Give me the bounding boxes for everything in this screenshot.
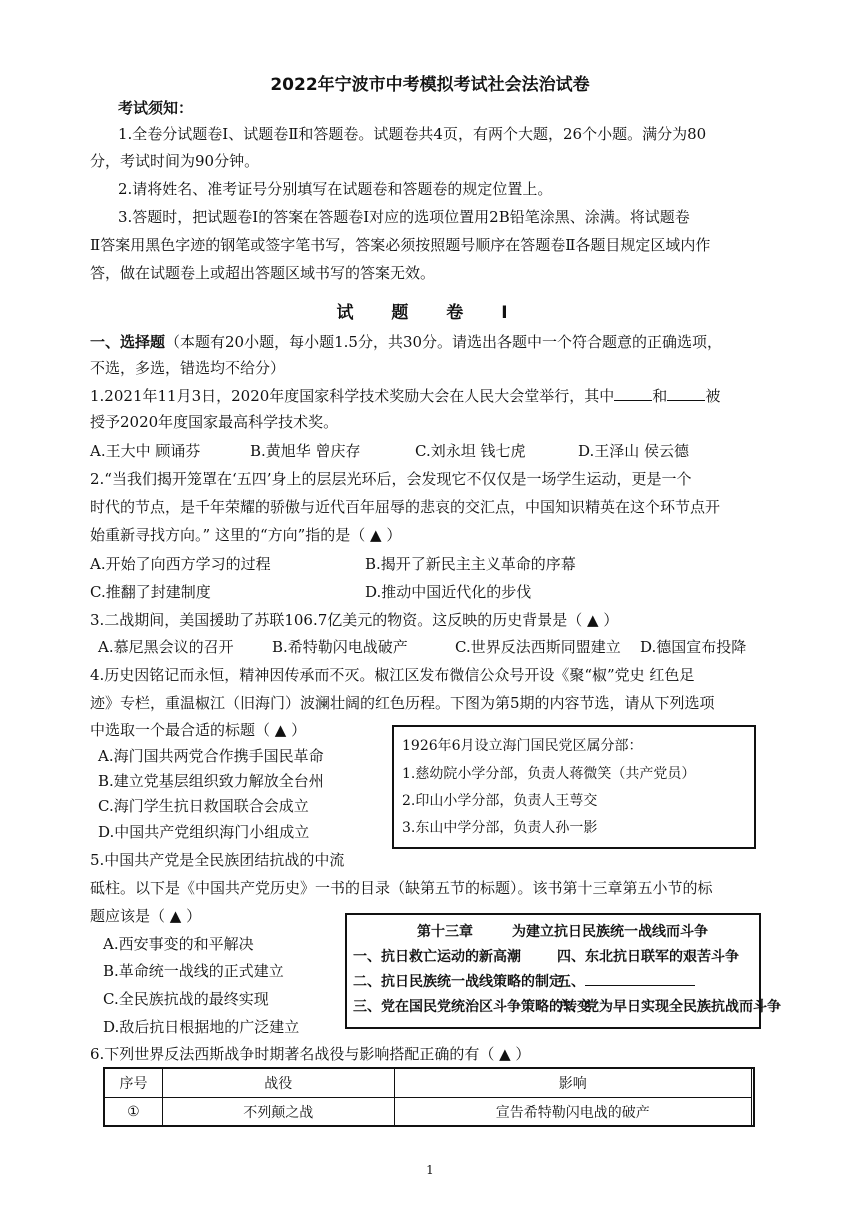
q4-stem-line2: 迹》专栏，重温椒江（旧海门）波澜壮阔的红色历程。下图为第5期的内容节选，请从下列选项	[90, 694, 715, 712]
q4-box-line-2: 1.慈幼院小学分部，负责人蒋微笑（共产党员）	[402, 766, 696, 782]
q4-option-d: D.中国共产党组织海门小组成立	[98, 823, 310, 841]
table-cell: ①	[105, 1098, 163, 1127]
q5-section-6: 六、党为早日实现全民族抗战而斗争	[557, 999, 781, 1015]
q4-box-line-3: 2.印山小学分部，负责人王萼交	[402, 793, 598, 809]
q2-option-c: C.推翻了封建制度	[90, 583, 211, 601]
q5-stem-line2: 砥柱。以下是《中国共产党历史》一书的目录（缺第五节的标题）。该书第十三章第五小节的标	[90, 879, 713, 897]
q3-option-a: A.慕尼黑会议的召开	[98, 638, 234, 656]
notice-item-1-cont: 分，考试时间为90分钟。	[90, 152, 260, 170]
notice-item-3: 3.答题时，把试题卷Ⅰ的答案在答题卷Ⅰ对应的选项位置用2B铅笔涂黑、涂满。将试题卷	[118, 208, 690, 226]
q1-stem-c: 被	[705, 387, 721, 405]
q2-stem-line2: 时代的节点，是千年荣耀的骄傲与近代百年屈辱的悲哀的交汇点，中国知识精英在这个环节点开	[90, 498, 721, 516]
q4-option-b: B.建立党基层组织致力解放全台州	[98, 772, 324, 790]
q3-stem: 3.二战期间，美国援助了苏联106.7亿美元的物资。这反映的历史背景是（ ▲ ）	[90, 611, 619, 629]
page-number: 1	[426, 1163, 434, 1177]
q4-option-c: C.海门学生抗日救国联合会成立	[98, 797, 309, 815]
q1-stem-line2: 授予2020年度国家最高科学技术奖。	[90, 413, 339, 431]
part1-desc	[90, 331, 722, 353]
q2-option-a: A.开始了向西方学习的过程	[90, 555, 271, 573]
q5-section-4: 四、东北抗日联军的艰苦斗争	[557, 949, 739, 965]
q1-stem	[90, 385, 720, 407]
q5-option-b: B.革命统一战线的正式建立	[103, 962, 284, 980]
q5-section-1: 一、抗日救亡运动的新高潮	[353, 949, 521, 965]
q3-option-d: D.德国宣布投降	[640, 638, 747, 656]
q1-option-a: A.王大中 顾诵芬	[90, 442, 201, 460]
notice-item-1: 1.全卷分试题卷Ⅰ、试题卷Ⅱ和答题卷。试题卷共4页，有两个大题，26个小题。满分为80	[118, 125, 707, 143]
q5-option-d: D.敌后抗日根据地的广泛建立	[103, 1018, 300, 1036]
q6-table-border	[103, 1067, 755, 1127]
q6-stem: 6.下列世界反法西斯战争时期著名战役与影响搭配正确的有（ ▲ ）	[90, 1045, 531, 1063]
notice-item-3-cont1: Ⅱ答案用黑色字迹的钢笔或签字笔书写，答案必须按照题号顺序在答题卷Ⅱ各题目规定区域内作	[90, 236, 711, 254]
q5-section-5-label: 五、	[557, 974, 585, 990]
q4-stem-line1: 4.历史因铭记而永恒，精神因传承而不灭。椒江区发布微信公众号开设《聚“椒”党史 红色足	[90, 666, 695, 684]
page-title: 2022年宁波市中考模拟考试社会法治试卷	[270, 75, 590, 95]
notice-heading: 考试须知：	[118, 99, 194, 117]
q1-stem-b: 和	[652, 387, 668, 405]
q5-section-2: 二、抗日民族统一战线策略的制定	[353, 974, 563, 990]
table-header: 战役	[162, 1069, 394, 1098]
table-cell: 宣告希特勒闪电战的破产	[394, 1098, 751, 1127]
q4-stem-line3: 中选取一个最合适的标题（ ▲ ）	[90, 721, 307, 739]
q4-box-line-1: 1926年6月设立海门国民党区属分部：	[402, 738, 643, 754]
q2-option-d: D.推动中国近代化的步伐	[365, 583, 532, 601]
q2-stem-line1: 2.“当我们揭开笼罩在‘五四’身上的层层光环后，会发现它不仅仅是一场学生运动，更是一个	[90, 470, 692, 488]
table-cell: 不列颠之战	[162, 1098, 394, 1127]
table-header: 序号	[105, 1069, 163, 1098]
q2-option-b: B.揭开了新民主主义革命的序幕	[365, 555, 576, 573]
q4-box-line-4: 3.东山中学分部，负责人孙一影	[402, 820, 598, 836]
part1-desc-line1: （本题有20小题，每小题1.5分，共30分。请选出各题中一个符合题意的正确选项，	[165, 333, 723, 351]
notice-item-3-cont2: 答，做在试题卷上或超出答题区域书写的答案无效。	[90, 264, 436, 282]
part1-desc-line2: 不选，多选，错选均不给分）	[90, 359, 286, 377]
q5-chapter-title: 为建立抗日民族统一战线而斗争	[512, 924, 708, 940]
q5-stem-line1: 5.中国共产党是全民族团结抗战的中流	[90, 851, 345, 869]
q4-option-a: A.海门国共两党合作携手国民革命	[98, 747, 324, 765]
q1-blank-1	[614, 386, 652, 401]
q5-section-3: 三、党在国民党统治区斗争策略的转变	[353, 999, 591, 1015]
q5-stem-line3: 题应该是（ ▲ ）	[90, 907, 202, 925]
q5-section-5-blank	[585, 971, 695, 986]
q3-option-b: B.希特勒闪电战破产	[272, 638, 408, 656]
q5-chapter: 第十三章	[417, 924, 473, 940]
q1-stem-a: 1.2021年11月3日，2020年度国家科学技术奖励大会在人民大会堂举行，其中	[90, 387, 615, 405]
q5-option-c: C.全民族抗战的最终实现	[103, 990, 269, 1008]
q5-section-5	[557, 971, 695, 991]
part1-heading: 一、选择题	[90, 333, 166, 351]
q5-contents-box	[345, 913, 781, 1029]
notice-item-2: 2.请将姓名、准考证号分别填写在试题卷和答题卷的规定位置上。	[118, 180, 553, 198]
section-title: 试 题 卷 Ⅰ	[336, 303, 524, 323]
q1-option-c: C.刘永坦 钱七虎	[415, 442, 526, 460]
table-header: 影响	[394, 1069, 751, 1098]
q1-option-b: B.黄旭华 曾庆存	[250, 442, 361, 460]
q2-stem-line3: 始重新寻找方向。” 这里的“方向”指的是（ ▲ ）	[90, 526, 402, 544]
q3-option-c: C.世界反法西斯同盟建立	[455, 638, 621, 656]
q1-option-d: D.王泽山 侯云德	[578, 442, 690, 460]
q5-option-a: A.西安事变的和平解决	[103, 935, 254, 953]
q4-material-box	[392, 725, 756, 849]
q1-blank-2	[667, 386, 705, 401]
